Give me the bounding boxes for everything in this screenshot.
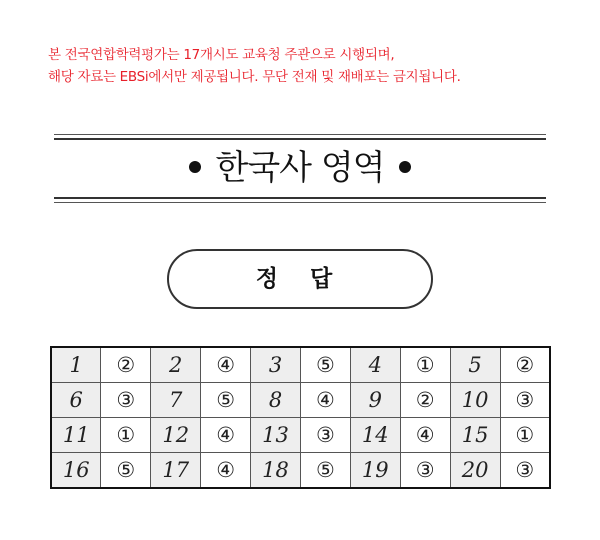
question-number: 6 xyxy=(51,383,101,418)
answer-choice: ① xyxy=(500,418,550,453)
notice-line-1: 본 전국연합학력평가는 17개시도 교육청 주관으로 시행되며, xyxy=(48,47,395,63)
question-number: 11 xyxy=(51,418,101,453)
answer-choice: ③ xyxy=(101,383,151,418)
answer-choice: ④ xyxy=(201,347,251,383)
question-number: 14 xyxy=(350,418,400,453)
answer-choice: ① xyxy=(101,418,151,453)
answer-choice: ② xyxy=(400,383,450,418)
question-number: 18 xyxy=(251,453,301,489)
copyright-notice xyxy=(48,44,588,88)
answer-choice: ② xyxy=(500,347,550,383)
answer-choice: ③ xyxy=(500,453,550,489)
answer-choice: ② xyxy=(101,347,151,383)
question-number: 20 xyxy=(450,453,500,489)
notice-line-2: 해당 자료는 EBSi에서만 제공됩니다. 무단 전재 및 재배포는 금지됩니다. xyxy=(48,69,461,85)
title-bottom-rule xyxy=(54,197,546,203)
answer-choice: ⑤ xyxy=(201,383,251,418)
question-number: 1 xyxy=(51,347,101,383)
answer-choice: ④ xyxy=(400,418,450,453)
table-row xyxy=(51,383,550,418)
answer-key-label: 정 답 xyxy=(167,249,433,309)
question-number: 4 xyxy=(350,347,400,383)
question-number: 15 xyxy=(450,418,500,453)
question-number: 10 xyxy=(450,383,500,418)
question-number: 3 xyxy=(251,347,301,383)
table-row xyxy=(51,418,550,453)
question-number: 7 xyxy=(151,383,201,418)
question-number: 12 xyxy=(151,418,201,453)
page-title xyxy=(0,146,600,190)
answer-choice: ⑤ xyxy=(300,453,350,489)
page-title-text: 한국사 영역 xyxy=(215,148,385,188)
answer-choice: ⑤ xyxy=(300,347,350,383)
bullet-dot-icon xyxy=(189,161,201,173)
question-number: 9 xyxy=(350,383,400,418)
answer-choice: ⑤ xyxy=(101,453,151,489)
answer-choice: ④ xyxy=(300,383,350,418)
answer-choice: ① xyxy=(400,347,450,383)
question-number: 17 xyxy=(151,453,201,489)
table-row xyxy=(51,453,550,489)
question-number: 8 xyxy=(251,383,301,418)
answer-choice: ④ xyxy=(201,453,251,489)
question-number: 19 xyxy=(350,453,400,489)
question-number: 2 xyxy=(151,347,201,383)
bullet-dot-icon xyxy=(399,161,411,173)
question-number: 13 xyxy=(251,418,301,453)
question-number: 5 xyxy=(450,347,500,383)
answer-choice: ④ xyxy=(201,418,251,453)
question-number: 16 xyxy=(51,453,101,489)
answer-table xyxy=(50,346,551,489)
answer-choice: ③ xyxy=(400,453,450,489)
answer-choice: ③ xyxy=(300,418,350,453)
table-row xyxy=(51,347,550,383)
answer-choice: ③ xyxy=(500,383,550,418)
title-top-rule xyxy=(54,134,546,140)
